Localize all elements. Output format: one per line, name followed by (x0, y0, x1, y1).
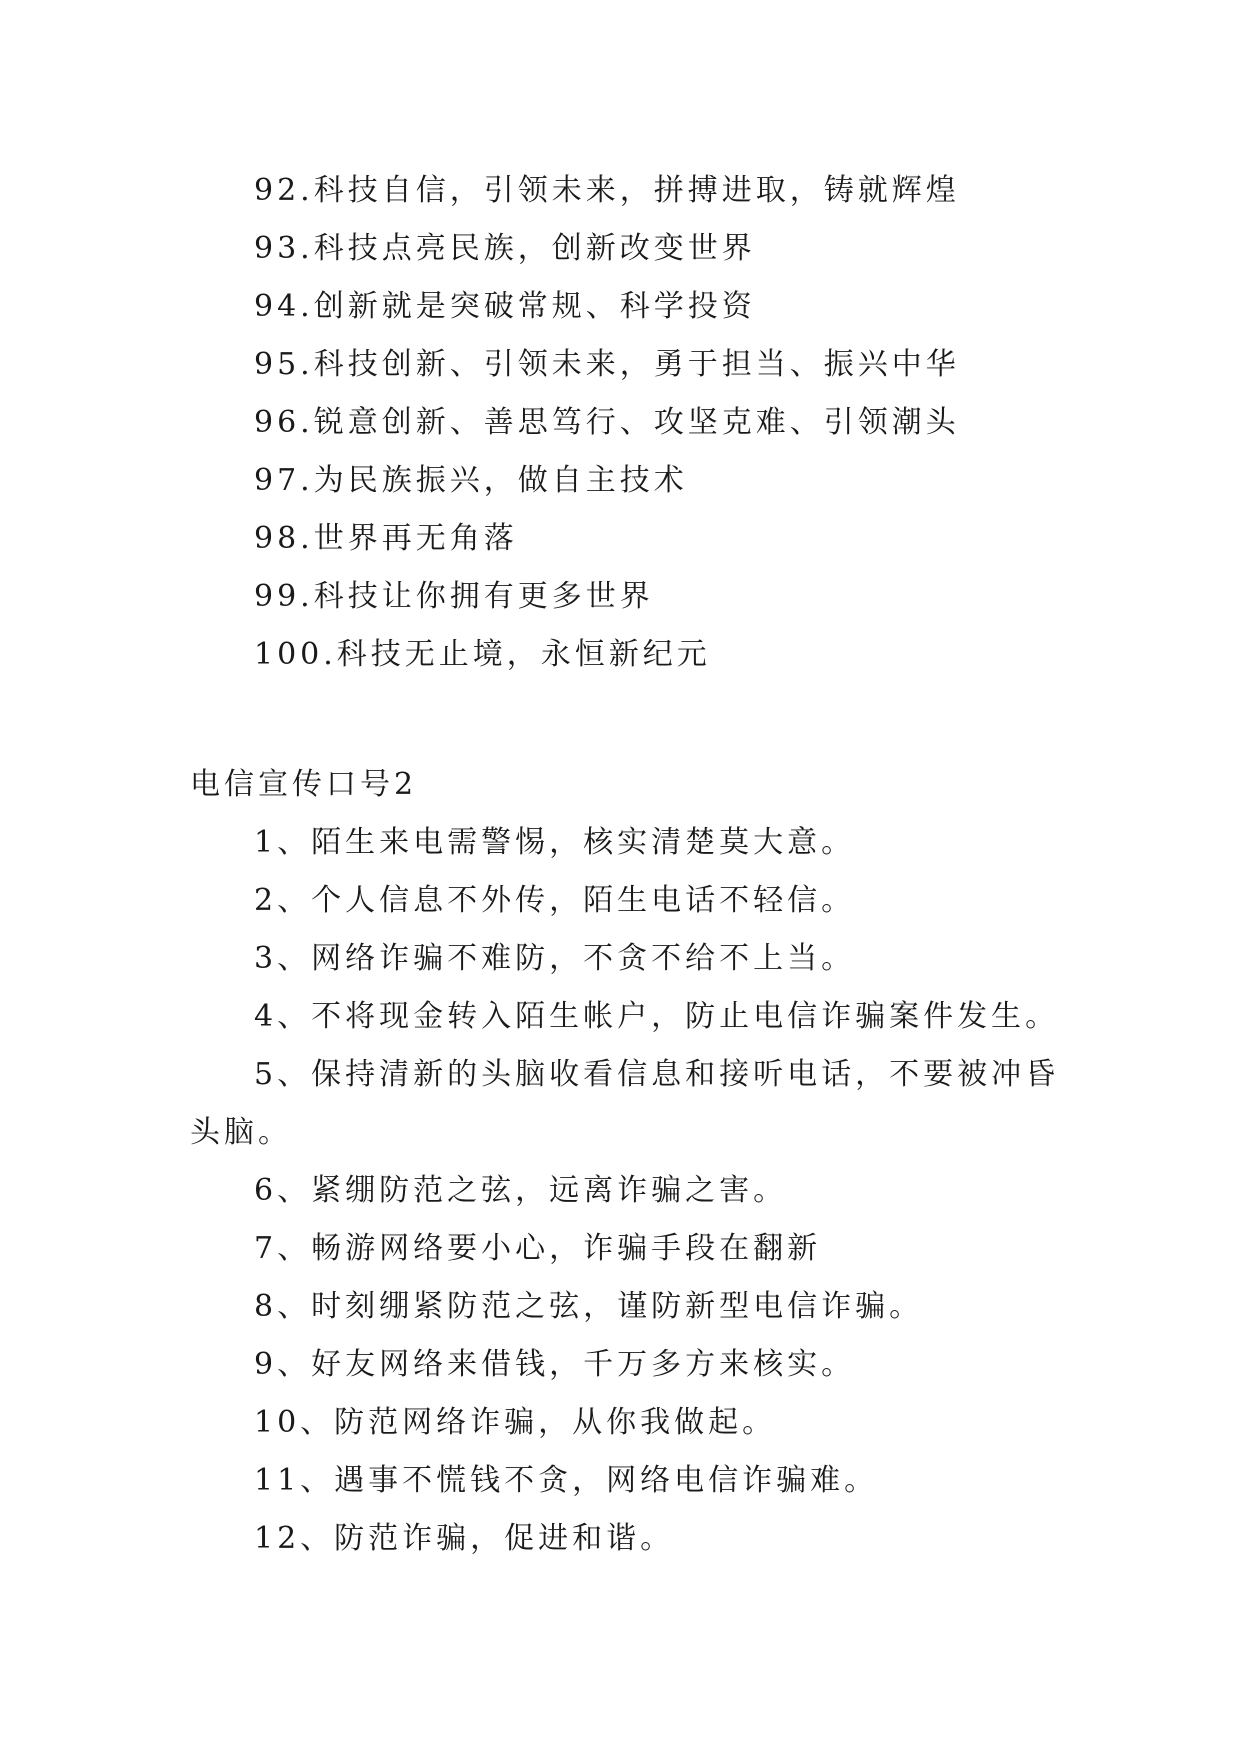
slogan-line: 3、网络诈骗不难防，不贪不给不上当。 (254, 941, 856, 976)
slogan-line: 96.锐意创新、善思笃行、攻坚克难、引领潮头 (254, 405, 960, 440)
section-title: 电信宣传口号2 (190, 767, 418, 802)
slogan-line: 7、畅游网络要小心，诈骗手段在翻新 (254, 1231, 822, 1266)
slogan-line: 99.科技让你拥有更多世界 (254, 579, 654, 614)
slogan-line: 1、陌生来电需警惕，核实清楚莫大意。 (254, 825, 856, 860)
slogan-line-continuation: 头脑。 (190, 1115, 292, 1150)
slogan-line: 100.科技无止境，永恒新纪元 (254, 637, 711, 672)
slogan-line: 98.世界再无角落 (254, 521, 518, 556)
slogan-line: 92.科技自信，引领未来，拼搏进取，铸就辉煌 (254, 173, 960, 208)
slogan-line: 93.科技点亮民族，创新改变世界 (254, 231, 756, 266)
slogan-line: 12、防范诈骗，促进和谐。 (254, 1521, 675, 1556)
slogan-line: 2、个人信息不外传，陌生电话不轻信。 (254, 883, 856, 918)
slogan-line: 9、好友网络来借钱，千万多方来核实。 (254, 1347, 856, 1382)
section-spacer (190, 684, 1060, 756)
slogan-line: 6、紧绷防范之弦，远离诈骗之害。 (254, 1173, 788, 1208)
document-body (190, 162, 1060, 1568)
slogan-line: 8、时刻绷紧防范之弦，谨防新型电信诈骗。 (254, 1289, 924, 1324)
slogan-line: 95.科技创新、引领未来，勇于担当、振兴中华 (254, 347, 960, 382)
slogan-line: 97.为民族振兴，做自主技术 (254, 463, 688, 498)
slogan-line: 5、保持清新的头脑收看信息和接听电话，不要被冲昏 (254, 1057, 1060, 1092)
slogan-line: 94.创新就是突破常规、科学投资 (254, 289, 756, 324)
slogan-line: 11、遇事不慌钱不贪，网络电信诈骗难。 (254, 1463, 879, 1498)
slogan-line: 10、防范网络诈骗，从你我做起。 (254, 1405, 777, 1440)
slogan-line: 4、不将现金转入陌生帐户，防止电信诈骗案件发生。 (254, 999, 1060, 1034)
